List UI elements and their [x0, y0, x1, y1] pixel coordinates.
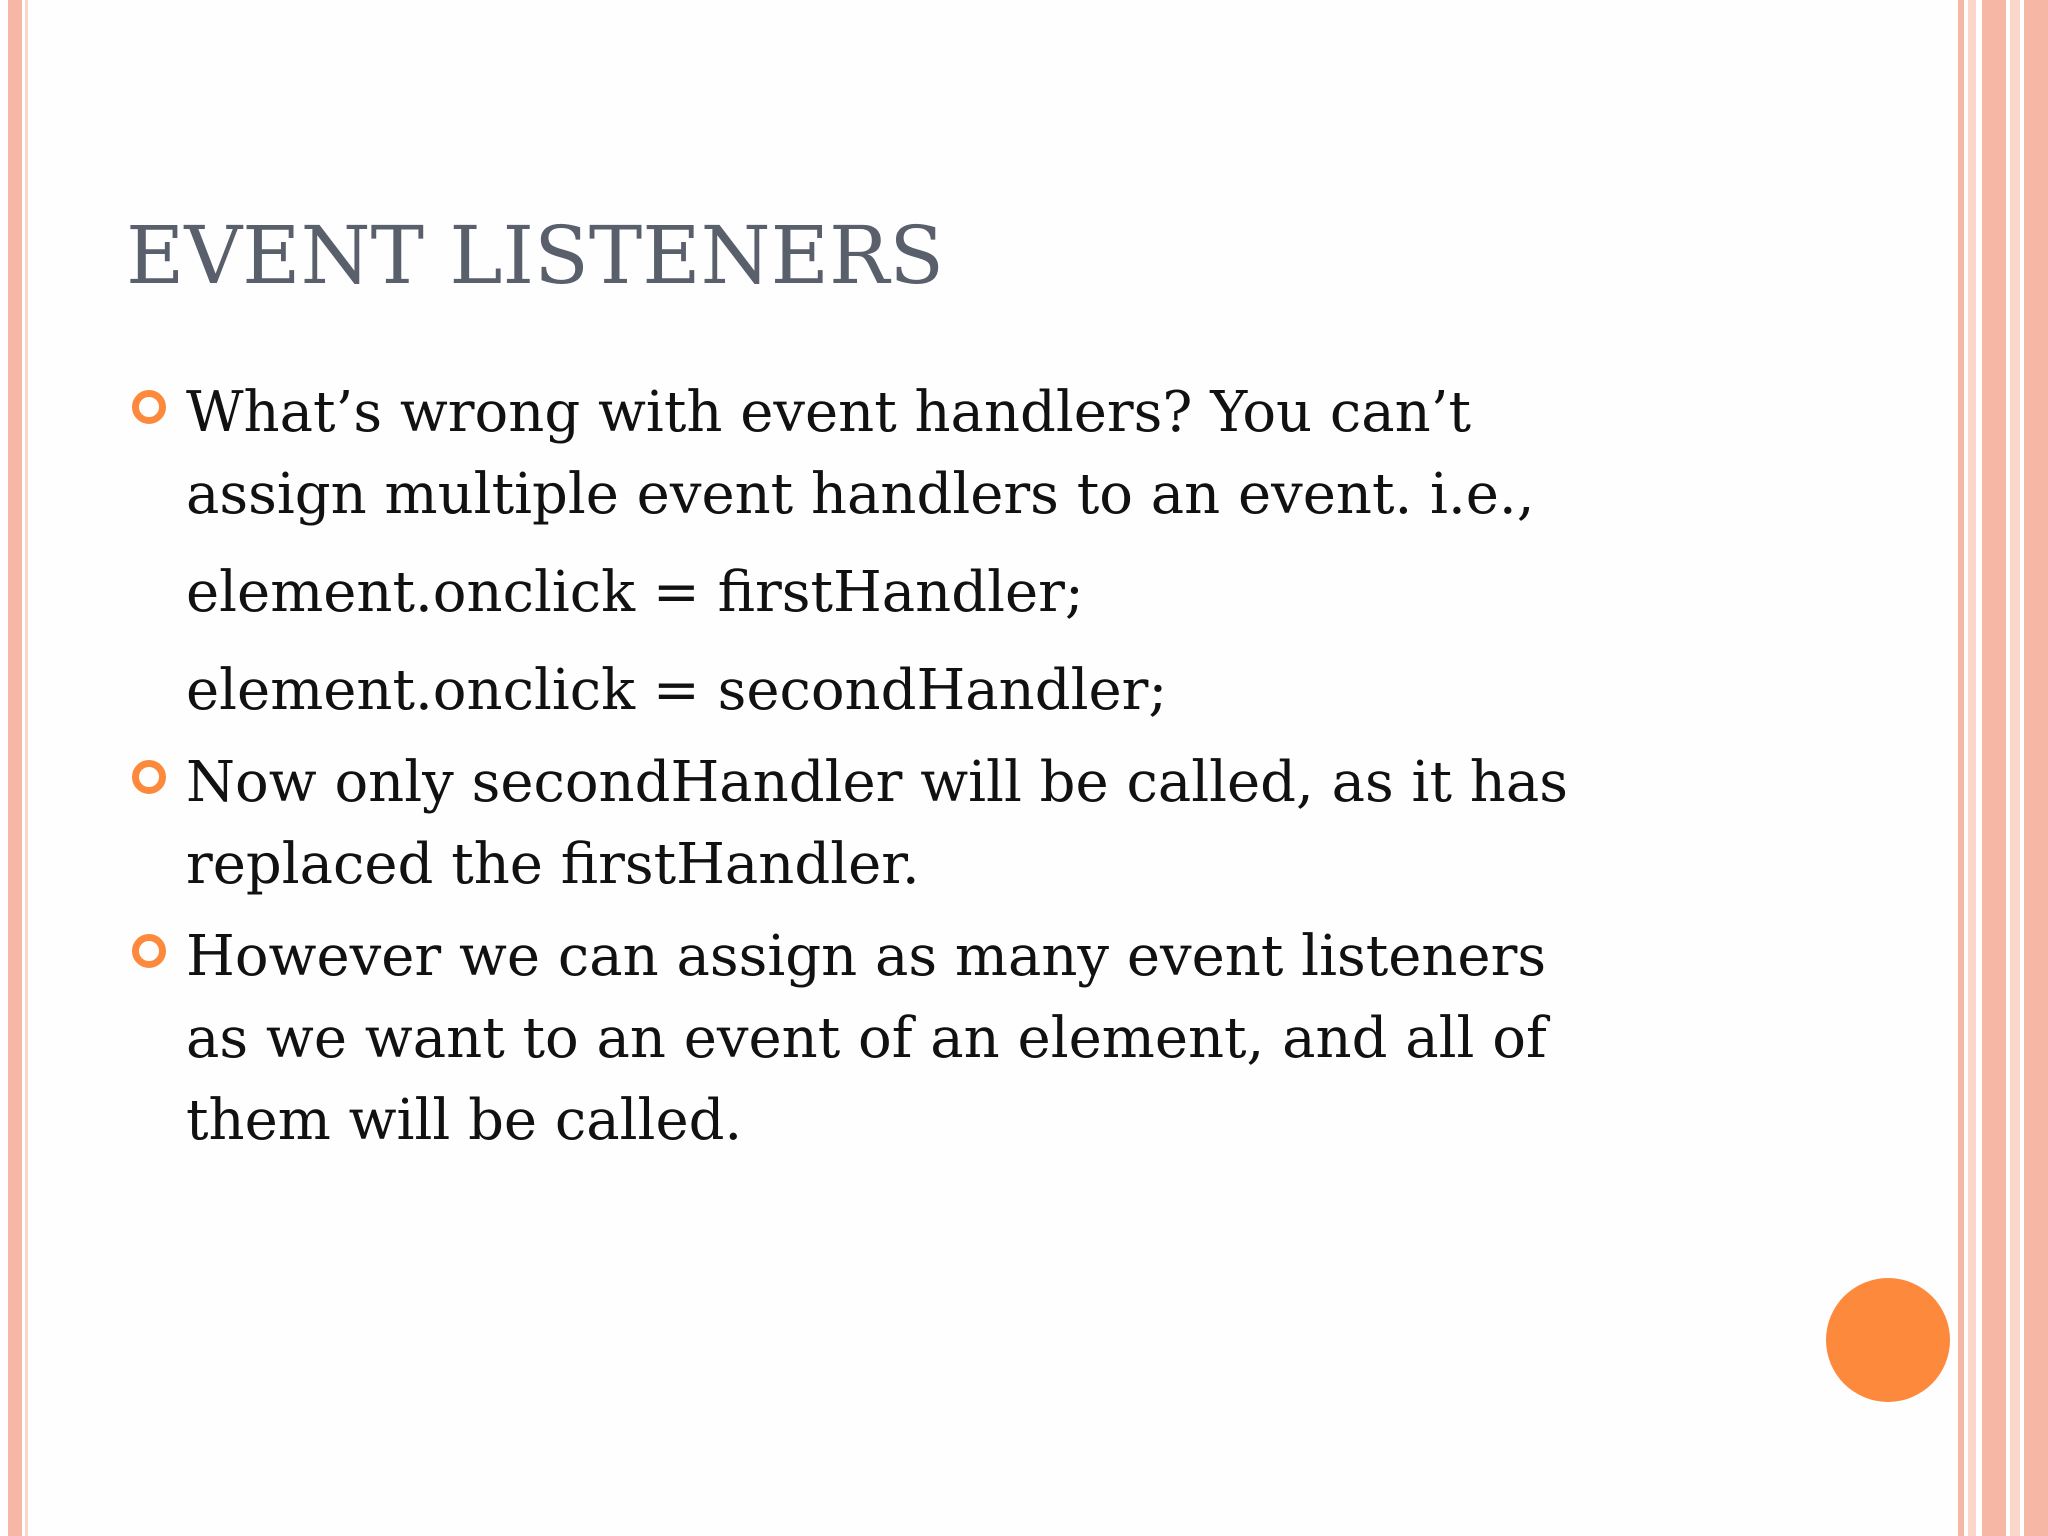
left-decorative-stripe [8, 0, 22, 1536]
bullet-line: as we want to an event of an element, and all of [186, 1006, 1547, 1071]
right-decorative-stripe [2010, 0, 2020, 1536]
right-decorative-stripe [1968, 0, 1976, 1536]
bullet-line: What’s wrong with event handlers? You can’t [186, 380, 1472, 445]
code-line: element.onclick = secondHandler; [186, 658, 1168, 723]
slide-title: EVENT LISTENERS [126, 209, 945, 302]
hollow-circle-icon [132, 934, 166, 968]
bullet-line: replaced the firstHandler. [186, 832, 920, 897]
right-decorative-stripe [2024, 0, 2048, 1536]
bullet-list [132, 372, 1752, 1172]
hollow-circle-icon [132, 390, 166, 424]
right-decorative-stripe [1958, 0, 1964, 1536]
right-decorative-stripe [1982, 0, 2006, 1536]
bullet-item-2 [132, 742, 1752, 906]
bullet-line: However we can assign as many event listeners [186, 924, 1547, 989]
left-decorative-stripe-thin [25, 0, 28, 1536]
bullet-item-1 [132, 372, 1752, 732]
bullet-line: them will be called. [186, 1088, 743, 1153]
code-line: element.onclick = firstHandler; [186, 560, 1084, 625]
bullet-item-3 [132, 916, 1752, 1162]
hollow-circle-icon [132, 760, 166, 794]
decorative-orange-circle [1826, 1278, 1950, 1402]
bullet-line: assign multiple event handlers to an event. i.e., [186, 462, 1535, 527]
bullet-line: Now only secondHandler will be called, as it has [186, 750, 1568, 815]
